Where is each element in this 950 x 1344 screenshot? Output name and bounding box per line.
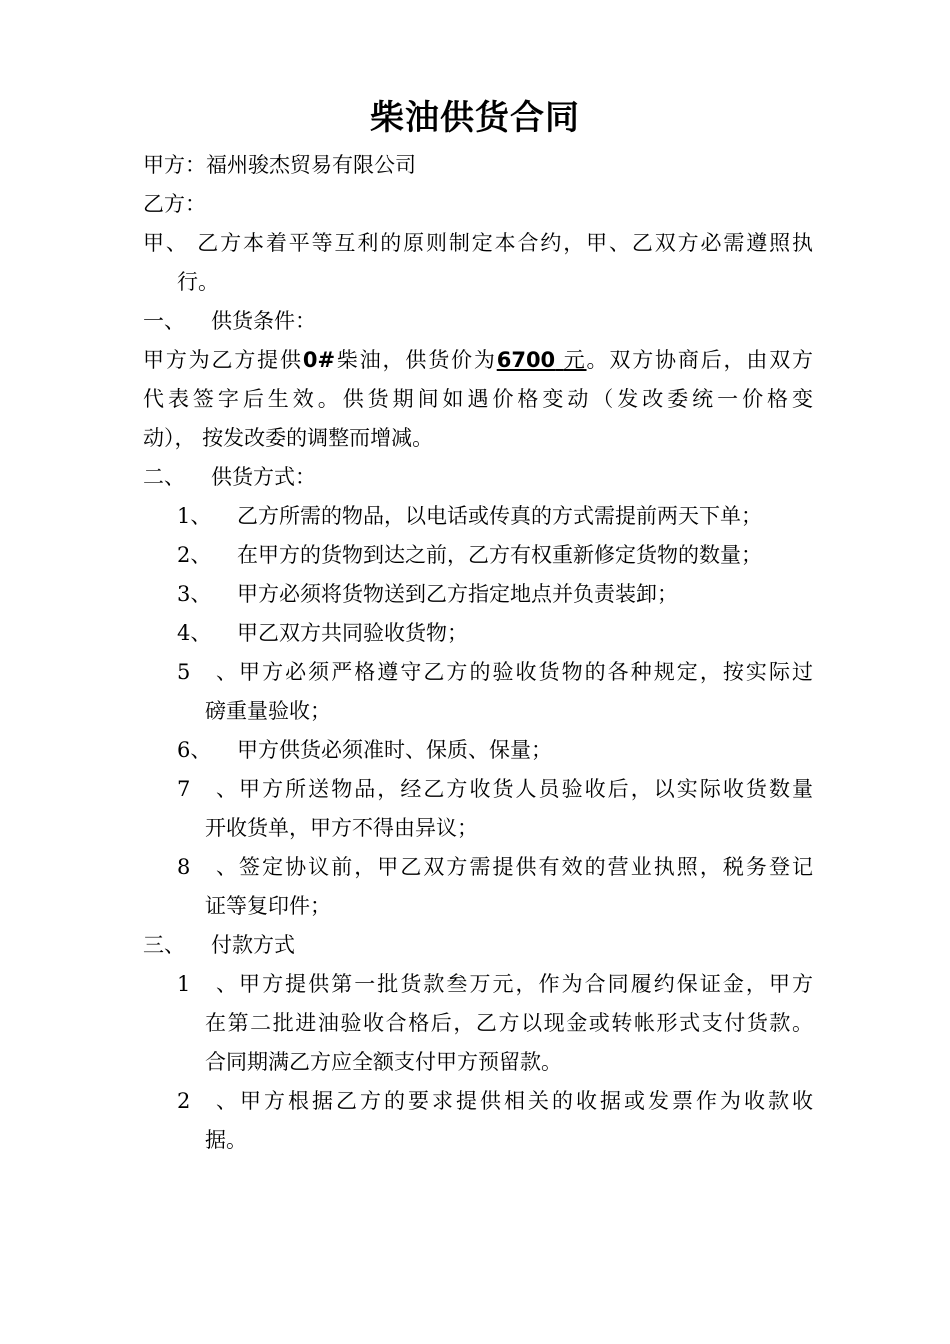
text-run: 。双方协商后，由双方 bbox=[586, 348, 813, 372]
list-item-continuation: 磅重量验收； bbox=[205, 699, 331, 723]
section-2-heading bbox=[143, 458, 813, 497]
list-item-text: 乙方所需的物品，以电话或传真的方式需提前两天下单； bbox=[237, 504, 762, 528]
text-run: 甲方为乙方提供 bbox=[143, 348, 303, 372]
preamble-line-2: 行。 bbox=[177, 270, 219, 294]
section-3-number: 三、 bbox=[143, 933, 185, 957]
section-3-title: 付款方式 bbox=[211, 933, 295, 957]
price-number: 6700 bbox=[496, 348, 556, 372]
section-1-line-1 bbox=[143, 341, 813, 380]
list-item bbox=[143, 965, 813, 1004]
list-item-continuation: 合同期满乙方应全额支付甲方预留款。 bbox=[205, 1050, 562, 1074]
party-a: 甲方：福州骏杰贸易有限公司 bbox=[143, 153, 416, 177]
list-item bbox=[143, 848, 813, 887]
section-1-line-2: 代表签字后生效。供货期间如遇价格变动（发改委统一价格变 bbox=[143, 387, 813, 411]
list-item-continuation: 据。 bbox=[205, 1128, 247, 1152]
list-item-continuation: 开收货单，甲方不得由异议； bbox=[205, 816, 478, 840]
list-item-text: 甲方必须将货物送到乙方指定地点并负责装卸； bbox=[237, 582, 678, 606]
list-item bbox=[143, 770, 813, 809]
section-1-number: 一、 bbox=[143, 309, 185, 333]
section-2-list bbox=[143, 497, 813, 926]
list-item-text: 甲方根据乙方的要求提供相关的收据或发票作为收款收 bbox=[237, 1089, 813, 1113]
price-value bbox=[497, 348, 587, 372]
list-item bbox=[143, 575, 813, 614]
list-item-text: 甲方提供第一批货款叁万元，作为合同履约保证金，甲方 bbox=[237, 972, 813, 996]
list-item-text: 甲方必须严格遵守乙方的验收货物的各种规定，按实际过 bbox=[237, 660, 813, 684]
list-item-text: 甲方所送物品，经乙方收货人员验收后，以实际收货数量 bbox=[237, 777, 813, 801]
price-unit: 元 bbox=[563, 348, 587, 372]
list-item-number: 1、 bbox=[177, 972, 237, 996]
section-2-title: 供货方式： bbox=[211, 465, 316, 489]
section-1-title: 供货条件： bbox=[211, 309, 316, 333]
list-item-number: 6、 bbox=[177, 738, 212, 762]
document-title: 柴油供货合同 bbox=[370, 98, 580, 138]
list-item-number: 3、 bbox=[177, 582, 212, 606]
product-grade: 0# bbox=[302, 348, 336, 372]
list-item-number: 2、 bbox=[177, 543, 212, 567]
section-1-line-3: 动）， 按发改委的调整而增减。 bbox=[143, 426, 434, 450]
list-item bbox=[143, 614, 813, 653]
list-item-continuation: 证等复印件； bbox=[205, 894, 331, 918]
list-item-number: 7、 bbox=[177, 777, 237, 801]
list-item-number: 5、 bbox=[177, 660, 237, 684]
list-item bbox=[143, 536, 813, 575]
list-item bbox=[143, 653, 813, 692]
list-item-text: 在甲方的货物到达之前，乙方有权重新修定货物的数量； bbox=[237, 543, 762, 567]
document-body bbox=[143, 146, 813, 1160]
section-3-heading bbox=[143, 926, 813, 965]
list-item-continuation: 在第二批进油验收合格后，乙方以现金或转帐形式支付货款。 bbox=[205, 1011, 813, 1035]
list-item-number: 4、 bbox=[177, 621, 212, 645]
list-item-text: 甲方供货必须准时、保质、保量； bbox=[237, 738, 552, 762]
list-item-number: 2、 bbox=[177, 1089, 237, 1113]
preamble-line-1: 甲、 乙方本着平等互利的原则制定本合约，甲、乙双方必需遵照执 bbox=[143, 231, 813, 255]
section-2-number: 二、 bbox=[143, 465, 185, 489]
list-item bbox=[143, 497, 813, 536]
list-item-text: 签定协议前，甲乙双方需提供有效的营业执照，税务登记 bbox=[237, 855, 813, 879]
list-item-text: 甲乙双方共同验收货物； bbox=[237, 621, 468, 645]
section-3-list bbox=[143, 965, 813, 1160]
section-1-heading bbox=[143, 302, 813, 341]
list-item-number: 8、 bbox=[177, 855, 237, 879]
list-item-number: 1、 bbox=[177, 504, 212, 528]
list-item bbox=[143, 1082, 813, 1121]
party-b: 乙方： bbox=[143, 192, 206, 216]
list-item bbox=[143, 731, 813, 770]
text-run: 柴油，供货价为 bbox=[335, 348, 497, 372]
